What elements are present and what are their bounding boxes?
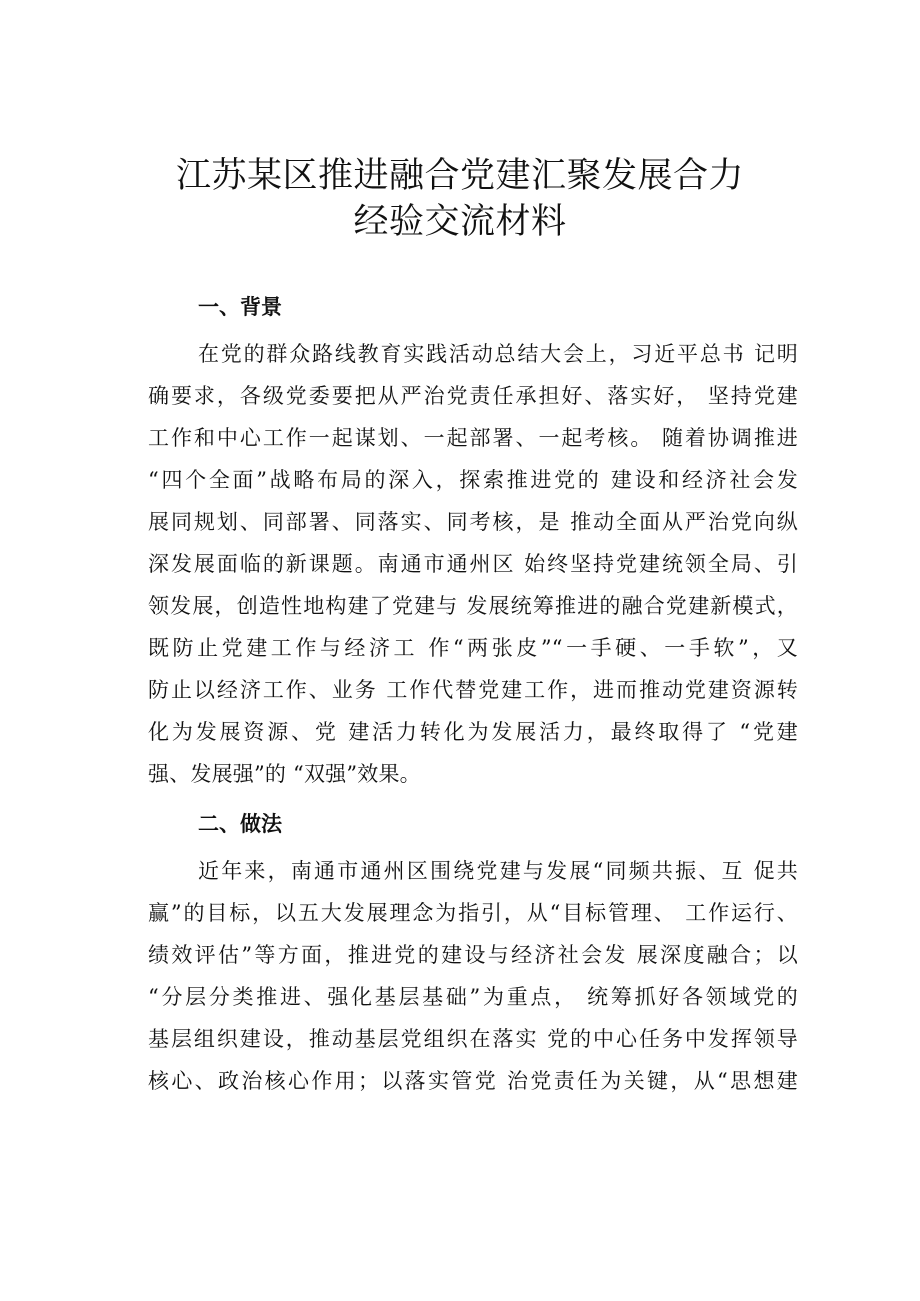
paragraph-line: 领发展，创造性地构建了党建与 发展统筹推进的融合党建新模式，	[148, 594, 798, 618]
paragraph-line: 在党的群众路线教育实践活动总结大会上，习近平总书 记明	[198, 342, 798, 366]
paragraph-line: 核心、政治核心作用；以落实管党 治党责任为关键，从“思想建	[148, 1069, 798, 1093]
paragraph-line: 赢”的目标，以五大发展理念为指引，从“目标管理、 工作运行、	[148, 901, 798, 925]
paragraph-line: “四个全面”战略布局的深入，探索推进党的 建设和经济社会发	[148, 468, 798, 492]
paragraph-line: 既防止党建工作与经济工 作“两张皮”“一手硬、一手软”，又	[148, 636, 798, 660]
paragraph-line: 强、发展强”的 “双强”效果。	[148, 762, 421, 786]
paragraph-line: 深发展面临的新课题。南通市通州区 始终坚持党建统领全局、引	[148, 552, 798, 576]
title-line: 经验交流材料	[353, 202, 567, 242]
document-title	[150, 153, 770, 245]
paragraph-line: 基层组织建设，推动基层党组织在落实 党的中心任务中发挥领导	[148, 1027, 798, 1051]
paragraph-line: 化为发展资源、党 建活力转化为发展活力，最终取得了 “党建	[148, 720, 798, 744]
section-heading-practice: 二、做法	[198, 812, 282, 836]
paragraph-line: 确要求，各级党委要把从严治党责任承担好、落实好， 坚持党建	[148, 384, 798, 408]
paragraph-line: 防止以经济工作、业务 工作代替党建工作，进而推动党建资源转	[148, 678, 798, 702]
paragraph-line: “分层分类推进、强化基层基础”为重点， 统筹抓好各领域党的	[148, 985, 798, 1009]
title-line: 江苏某区推进融合党建汇聚发展合力	[175, 156, 744, 196]
paragraph-line: 展同规划、同部署、同落实、同考核，是 推动全面从严治党向纵	[148, 510, 798, 534]
section-heading-background: 一、背景	[198, 295, 282, 319]
paragraph-line: 绩效评估”等方面，推进党的建设与经济社会发 展深度融合；以	[148, 943, 798, 967]
paragraph-line: 近年来，南通市通州区围绕党建与发展“同频共振、互 促共	[198, 859, 798, 883]
paragraph-line: 工作和中心工作一起谋划、一起部署、一起考核。 随着协调推进	[148, 426, 798, 450]
